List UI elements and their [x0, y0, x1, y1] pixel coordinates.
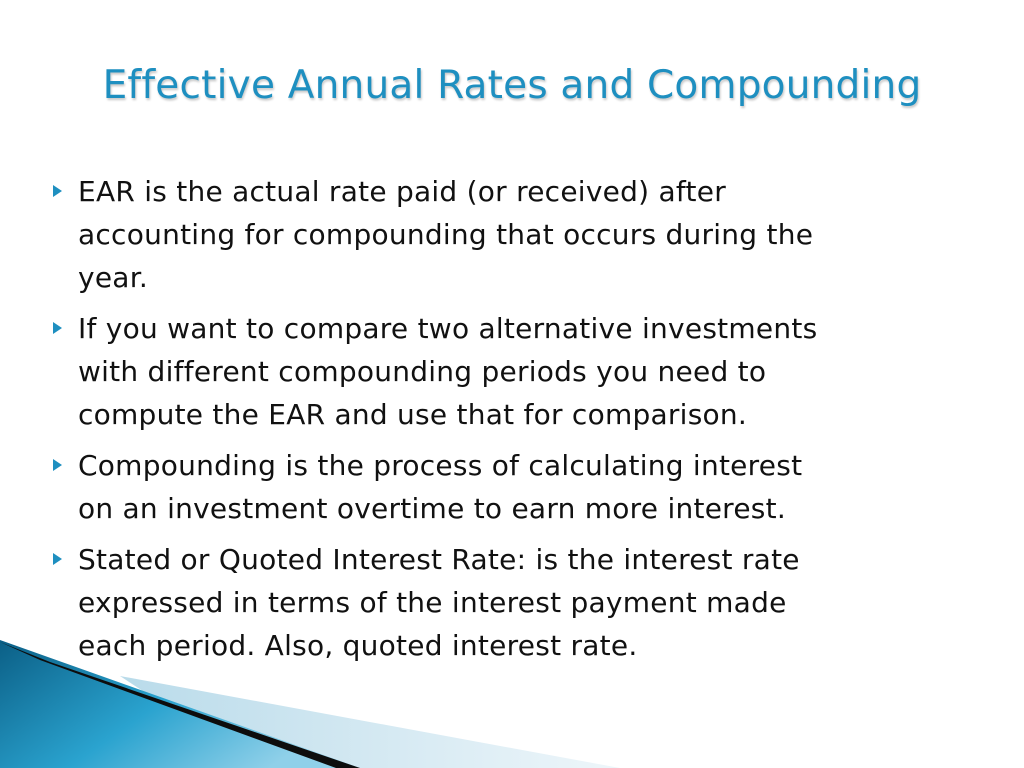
bullet-list [53, 170, 993, 675]
triangle-bullet-icon [53, 322, 62, 334]
bullet-text [78, 307, 993, 436]
bullet-line: year. [78, 261, 149, 294]
bullet-text [78, 170, 993, 299]
bullet-line: expressed in terms of the interest payment made [78, 586, 787, 619]
bullet-item [53, 444, 993, 530]
bullet-line: If you want to compare two alternative investments [78, 312, 818, 345]
bullet-line: Compounding is the process of calculating interest [78, 449, 803, 482]
bullet-line: on an investment overtime to earn more interest. [78, 492, 787, 525]
triangle-bullet-icon [53, 553, 62, 565]
bullet-line: accounting for compounding that occurs during the [78, 218, 814, 251]
corner-swoosh-decoration [0, 640, 620, 768]
bullet-line: with different compounding periods you need to [78, 355, 767, 388]
triangle-bullet-icon [53, 459, 62, 471]
bullet-item [53, 170, 993, 299]
bullet-line: Stated or Quoted Interest Rate: is the interest rate [78, 543, 800, 576]
bullet-line: compute the EAR and use that for comparison. [78, 398, 748, 431]
bullet-item [53, 307, 993, 436]
slide-title: Effective Annual Rates and Compounding [102, 63, 922, 108]
bullet-line: each period. Also, quoted interest rate. [78, 629, 638, 662]
triangle-bullet-icon [53, 185, 62, 197]
bullet-text [78, 444, 993, 530]
bullet-line: EAR is the actual rate paid (or received) after [78, 175, 726, 208]
